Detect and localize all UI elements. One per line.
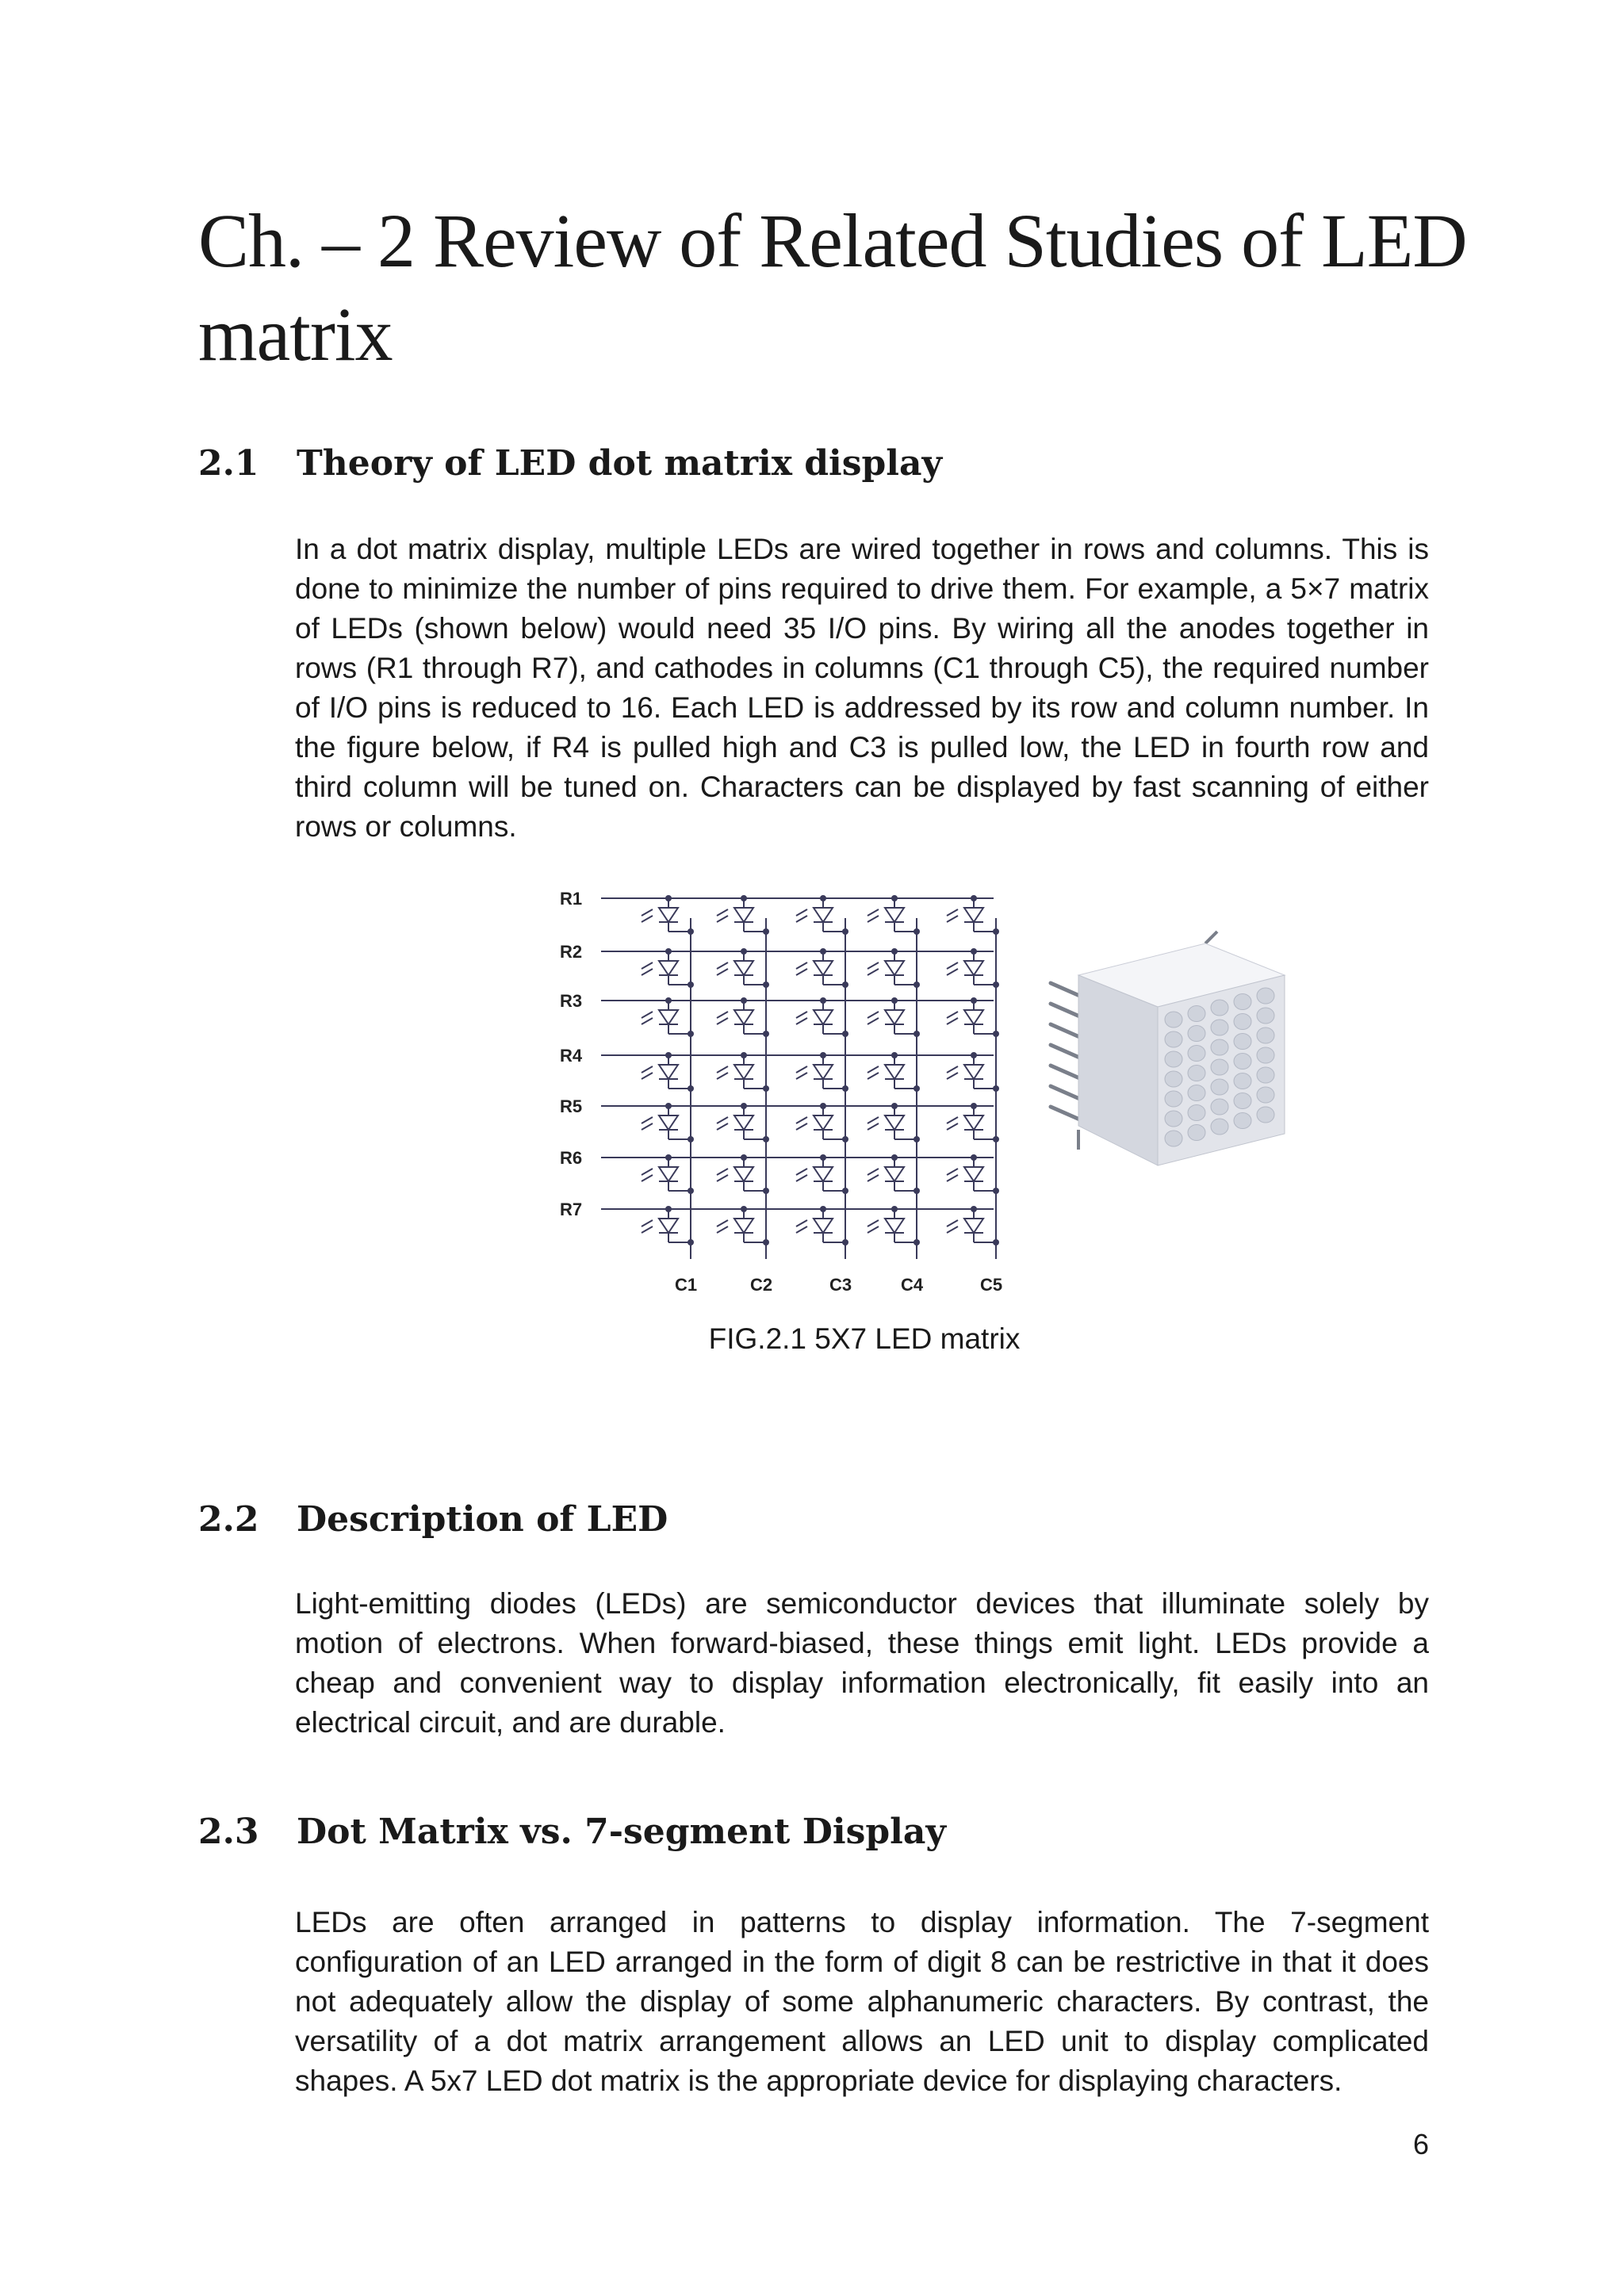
led-symbol bbox=[947, 1103, 999, 1142]
led-symbol bbox=[947, 1206, 999, 1246]
module-led-dot bbox=[1234, 994, 1251, 1010]
section-heading-2-1 bbox=[198, 442, 942, 485]
module-led-dot bbox=[1257, 1087, 1274, 1103]
led-symbol bbox=[947, 895, 999, 935]
led-symbol bbox=[642, 948, 694, 988]
section-2-2-paragraph: Light-emitting diodes (LEDs) are semiconductor devices that illuminate solely by motion of electrons. When forward-biased, these things emit light. LEDs provide a cheap and convenient way to display information electronically, fit easily into an electrical circuit, and are durable. bbox=[295, 1587, 1429, 1739]
module-pin bbox=[1205, 932, 1217, 943]
section-number: 2.2 bbox=[198, 1499, 259, 1540]
row-label: R2 bbox=[560, 942, 583, 962]
module-led-dot bbox=[1234, 1073, 1251, 1089]
column-label: C5 bbox=[980, 1275, 1003, 1295]
module-led-dot bbox=[1234, 1093, 1251, 1109]
module-led-dot bbox=[1211, 1079, 1228, 1095]
module-led-dot bbox=[1257, 1008, 1274, 1024]
module-led-dot bbox=[1211, 1059, 1228, 1075]
led-symbol bbox=[868, 997, 920, 1037]
led-symbol bbox=[796, 948, 848, 988]
led-symbol bbox=[947, 1052, 999, 1092]
led-symbol bbox=[642, 997, 694, 1037]
led-symbol bbox=[717, 1052, 769, 1092]
module-led-dot bbox=[1165, 1051, 1182, 1067]
row-label: R4 bbox=[560, 1046, 583, 1066]
led-symbol bbox=[717, 1154, 769, 1194]
page-number: 6 bbox=[1412, 2128, 1429, 2160]
led-symbol bbox=[868, 1154, 920, 1194]
module-led-dot bbox=[1257, 1067, 1274, 1083]
section-title: Description of LED bbox=[297, 1499, 668, 1540]
section-2-3-paragraph: LEDs are often arranged in patterns to display information. The 7-segment configuration of an LED arranged in the form of digit 8 can be restrictive in that it does not adequately allow the display of some alphanumeric characters. By contrast, the versatility of a dot matrix arrangement allows an LED unit to display complicated shapes. A 5x7 LED dot matrix is the appropriate device for displaying characters. bbox=[295, 1906, 1429, 2097]
led-symbol bbox=[868, 895, 920, 935]
led-symbol bbox=[796, 1052, 848, 1092]
section-title: Dot Matrix vs. 7-segment Display bbox=[297, 1812, 946, 1852]
led-symbol bbox=[642, 1103, 694, 1142]
module-led-dot bbox=[1257, 988, 1274, 1004]
figure-caption: FIG.2.1 5X7 LED matrix bbox=[708, 1322, 1021, 1355]
led-symbol bbox=[868, 1103, 920, 1142]
led-symbol bbox=[947, 997, 999, 1037]
led-matrix-module-illustration bbox=[1047, 928, 1308, 1173]
module-led-dot bbox=[1234, 1054, 1251, 1070]
module-led-dot bbox=[1257, 1027, 1274, 1043]
led-symbol bbox=[717, 948, 769, 988]
module-led-dot bbox=[1188, 1105, 1205, 1121]
led-symbol bbox=[796, 1154, 848, 1194]
led-symbol bbox=[717, 1103, 769, 1142]
module-led-dot bbox=[1165, 1091, 1182, 1107]
led-symbol bbox=[717, 1206, 769, 1246]
section-heading-2-3 bbox=[198, 1811, 946, 1854]
module-led-dot bbox=[1211, 1000, 1228, 1016]
module-led-dot bbox=[1188, 1125, 1205, 1141]
module-led-dot bbox=[1165, 1071, 1182, 1087]
module-led-dot bbox=[1188, 1046, 1205, 1062]
module-led-dot bbox=[1211, 1119, 1228, 1135]
led-symbol bbox=[868, 1052, 920, 1092]
column-label: C2 bbox=[750, 1275, 773, 1295]
module-led-dot bbox=[1165, 1031, 1182, 1047]
led-symbol bbox=[947, 948, 999, 988]
led-symbol bbox=[642, 1052, 694, 1092]
row-label: R5 bbox=[560, 1096, 583, 1116]
row-label: R3 bbox=[560, 991, 583, 1011]
module-led-dot bbox=[1165, 1012, 1182, 1027]
section-number: 2.3 bbox=[198, 1812, 259, 1852]
column-label: C4 bbox=[901, 1275, 924, 1295]
module-led-dot bbox=[1234, 1014, 1251, 1030]
module-led-dot bbox=[1188, 1085, 1205, 1101]
section-2-1-paragraph: In a dot matrix display, multiple LEDs are wired together in rows and columns. This is done to minimize the number of pins required to drive them. For example, a 5×7 matrix of LEDs (shown below) would need 35 I/O pins. By wiring all the anodes together in rows (R1 through R7), and cathodes in columns (C1 through C5), the required number of I/O pins is reduced to 16. Each LED is addressed by its row and column number. In the figure below, if R4 is pulled high and C3 is pulled low, the LED in fourth row and third column will be tuned on. Characters can be displayed by fast scanning of either rows or columns. bbox=[295, 533, 1429, 843]
led-symbol bbox=[796, 997, 848, 1037]
led-symbol bbox=[868, 948, 920, 988]
section-heading-2-2 bbox=[198, 1498, 668, 1541]
column-label: C3 bbox=[829, 1275, 852, 1295]
led-symbol bbox=[868, 1206, 920, 1246]
module-led-dot bbox=[1211, 1020, 1228, 1035]
led-symbol bbox=[947, 1154, 999, 1194]
led-symbol bbox=[717, 997, 769, 1037]
row-label: R1 bbox=[560, 889, 583, 909]
led-symbol bbox=[796, 1103, 848, 1142]
led-symbol bbox=[796, 1206, 848, 1246]
section-title: Theory of LED dot matrix display bbox=[297, 443, 943, 484]
led-symbol bbox=[642, 1206, 694, 1246]
module-led-dot bbox=[1188, 1066, 1205, 1081]
module-led-dot bbox=[1257, 1107, 1274, 1123]
module-side-face bbox=[1078, 975, 1158, 1165]
chapter-title: Ch. – 2 Review of Related Studies of LED matrix bbox=[198, 198, 1467, 377]
module-led-dot bbox=[1211, 1099, 1228, 1115]
module-led-dot bbox=[1211, 1039, 1228, 1055]
led-symbol bbox=[796, 895, 848, 935]
module-led-dot bbox=[1165, 1111, 1182, 1127]
column-label: C1 bbox=[675, 1275, 698, 1295]
led-symbol bbox=[717, 895, 769, 935]
module-led-dot bbox=[1257, 1047, 1274, 1063]
row-label: R6 bbox=[560, 1148, 583, 1168]
module-led-dot bbox=[1165, 1131, 1182, 1146]
module-led-dot bbox=[1188, 1026, 1205, 1042]
led-matrix-schematic bbox=[553, 882, 1013, 1295]
led-symbol bbox=[642, 1154, 694, 1194]
module-led-dot bbox=[1234, 1034, 1251, 1050]
led-symbol bbox=[642, 895, 694, 935]
section-number: 2.1 bbox=[198, 443, 259, 484]
module-led-dot bbox=[1234, 1113, 1251, 1129]
row-label: R7 bbox=[560, 1200, 583, 1219]
module-led-dot bbox=[1188, 1006, 1205, 1022]
